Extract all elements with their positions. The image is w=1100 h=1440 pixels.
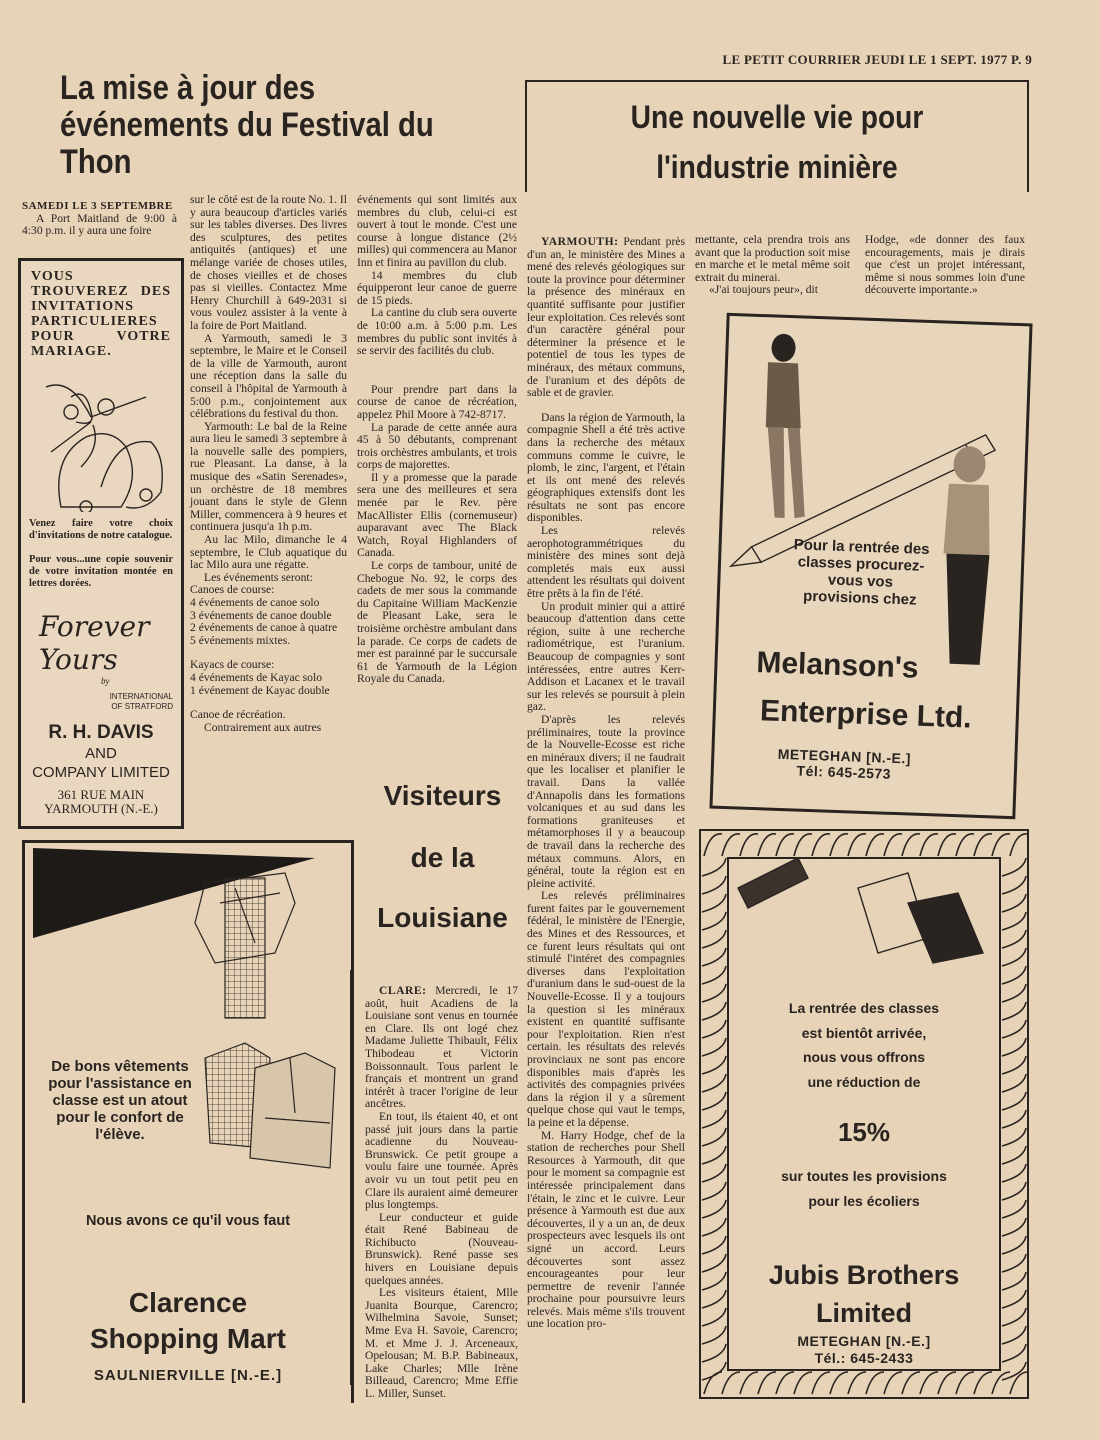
mining-para: Pendant près d'un an, le ministère des Mines a mené des relevés géologiques sur toute la province pour déterminer la présence des minéraux en quantité suffisante pour justifier leur exploitation. Ces relevés sont d'un caractère général pour déterminer la présence et le potentiel de tous les types de minéraux, des métaux communs, de l'uranium et des dépôts de sable et de gravier.: [527, 235, 685, 400]
festival-dateline: SAMEDI LE 3 SEPTEMBRE: [22, 200, 173, 212]
mining-para: D'après les relevés préliminaires, toute la province de la Nouvelle-Ecosse est riche en minéraux divers; il ne faudrait que les localiser et planifier le travail. Dans la vallée d'Annapolis dans les formations volcaniques et au sud dans les formations graniteuses et métamorphoses il y a beaucoup de travail dans la recherche des métaux communs. Alors, en général, toute la région est en pleine activité.: [527, 712, 685, 890]
clarence-location: SAULNIERVILLE [N.-E.]: [93, 1367, 283, 1384]
kayak-item: 1 événement de Kayac double: [190, 683, 330, 697]
louisiane-para: Leur conducteur et guide était René Babineau de Richibucto (Nouveau-Brunswick). René passe ses hivers en Louisiane depuis quelques années.: [365, 1210, 518, 1287]
rope-twist: [1010, 834, 1028, 856]
rope-twist: [776, 1372, 794, 1394]
davis-ad: [18, 258, 184, 829]
rope-twist: [1002, 948, 1026, 966]
rope-twist: [1002, 1272, 1026, 1290]
rope-twist: [758, 1372, 776, 1394]
rope-twist: [1002, 1056, 1026, 1074]
rope-twist: [702, 966, 726, 984]
rope-twist: [702, 1038, 726, 1056]
rope-twist: [1002, 1218, 1026, 1236]
international-label: INTERNATIONAL: [109, 692, 173, 701]
davis-headline: VOUS TROUVEREZ DES INVITATIONS PARTICULIERES POUR VOTRE MARIAGE.: [31, 269, 171, 359]
rope-twist: [1002, 912, 1026, 930]
rope-twist: [702, 930, 726, 948]
louisiane-para: Les visiteurs étaient, Mlle Juanita Bourque, Carencro; Wilhelmina Savoie, Sunset; Mme Eva H. Savoie, Carencro; M. et Mme J. J. Arceneaux, Opelousan; M. B.P. Babineaux, Lake Charles; Mlle Irène Billeaud, Carencro; Mme Effie L. Miller, Sunset.: [365, 1286, 518, 1400]
rope-twist: [974, 1372, 992, 1394]
melanson-slogan: Pour la rentrée des classes procurez-vous vos provisions chez: [793, 536, 930, 609]
rope-twist: [812, 834, 830, 856]
mining-col2: [695, 234, 850, 297]
forever-yours-logo: Forever Yours: [39, 610, 150, 676]
rope-twist: [702, 1344, 726, 1362]
rope-twist: [956, 1372, 974, 1394]
rope-twist: [702, 948, 726, 966]
melanson-name1: Melanson's: [755, 646, 920, 685]
louisiane-dateline: CLARE:: [379, 984, 427, 997]
rope-twist: [1002, 1164, 1026, 1182]
rope-twist: [740, 834, 758, 856]
louisiane-headline: [360, 780, 525, 934]
rope-twist: [1002, 876, 1026, 894]
rope-twist: [848, 1372, 866, 1394]
jubis-phone: Tél.: 645-2433: [814, 1350, 914, 1366]
melanson-ad: [709, 313, 1032, 819]
clothing-illustration-icon: [25, 843, 351, 1043]
mining-para: Dans la région de Yarmouth, la compagnie Shell a été très active dans la recherche des métaux communs comme le cuivre, le plomb, le zinc, l'argent, et l'étain et ils ont mené des relevés géographiques extensifs dont les résultats ne sont pas encore disponibles.: [527, 410, 685, 525]
davis-text1: Venez faire votre choix d'invitations de notre catalogue.: [29, 518, 173, 541]
rope-twist: [1002, 894, 1026, 912]
masthead: LE PETIT COURRIER JEUDI LE 1 SEPT. 1977 P. 9: [722, 52, 1032, 67]
mining-para: Les relevés aerophotogrammétriques du ministère des mines sont dejà completés mais eux aussi attendent les résultats qui doivent être prêts à la fin de l'été.: [527, 524, 685, 601]
rope-twist: [920, 1372, 938, 1394]
jubis-name2: Limited: [815, 1298, 912, 1328]
rope-twist: [702, 1002, 726, 1020]
recreation-heading: Canoe de récréation.: [190, 708, 286, 722]
mining-col2-para: «J'ai toujours peur», dit: [709, 283, 818, 297]
rope-twist: [702, 1290, 726, 1308]
rope-twist: [1002, 1182, 1026, 1200]
kayak-item: 4 événements de Kayac solo: [190, 670, 322, 684]
festival-col2-para: sur le côté est de la route No. 1. Il y aura beaucoup d'articles variés sur les tables diverses. Des livres des sculptures, des petites antiquités (antiques) et une mélange variée de choses utiles, de choses vieilles et de choses pas si vieilles. Contactez Mme Henry Churchill à 649-2031 si vous voulez assister à la vente à la foire de Port Maitland.: [190, 193, 347, 332]
rope-twist: [830, 834, 848, 856]
rope-twist: [702, 1146, 726, 1164]
rope-twist: [884, 1372, 902, 1394]
rope-twist: [702, 1128, 726, 1146]
clarence-tagline: Nous avons ce qu'il vous faut: [85, 1213, 291, 1229]
rope-twist: [812, 1372, 830, 1394]
rope-twist: [1002, 984, 1026, 1002]
rope-twist: [992, 1372, 1010, 1394]
rope-twist: [722, 1372, 740, 1394]
festival-intro: A Port Maitland de 9:00 à 4:30 p.m. il y aura une foire: [22, 211, 177, 238]
rope-twist: [740, 1372, 758, 1394]
festival-col2-para: Au lac Milo, dimanche le 4 septembre, le Club aquatique du lac Milo aura une régatte.: [190, 533, 347, 572]
davis-company2: COMPANY LIMITED: [32, 764, 170, 781]
rope-twist: [702, 912, 726, 930]
rope-twist: [702, 1110, 726, 1128]
mining-headline-box: [525, 80, 1029, 192]
melanson-phone: Tél: 645-2573: [796, 762, 892, 782]
canoe-item: 2 événements de canoe à quatre: [190, 621, 338, 635]
davis-and: AND: [85, 745, 117, 762]
festival-col3-para: Pour prendre part dans la course de canoe de récréation, appelez Phil Moore à 742-8717.: [357, 382, 517, 421]
clarence-name2: Shopping Mart: [90, 1323, 286, 1354]
rope-twist: [1010, 1372, 1028, 1394]
melanson-name2: Enterprise Ltd.: [759, 694, 973, 735]
rope-twist: [1002, 1002, 1026, 1020]
rope-twist: [1002, 1362, 1026, 1380]
stratford-label: OF STRATFORD: [111, 702, 173, 711]
column-rule: [350, 970, 353, 1385]
festival-col3-para: événements qui sont limités aux membres du club, celui-ci est ouvert à tout le monde. C'est une course à longue distance (2½ milles) qui commencera au Manor Inn et finira au pavillon du club.: [357, 193, 517, 269]
forever-yours-by: by: [101, 676, 110, 686]
davis-text2: Pour vous...une copie souvenir de votre invitation montée en lettres dorées.: [29, 554, 173, 589]
louisiane-para: Mercredi, le 17 août, huit Acadiens de la Louisiane sont venus en tournée en Clare. Ils ont logé chez Madame Juliette Thibault, Félix Thibodeau et Victorin Boissonnault. Tous parlent le français et montrent un grand intérêt à tracer l'origine de leur ancêtres.: [365, 984, 518, 1111]
jubis-name1: Jubis Brothers: [768, 1260, 960, 1290]
rope-twist: [702, 858, 726, 876]
festival-col3-para: 14 membres du club équipperont leur canoe de guerre de 15 pieds.: [357, 268, 517, 307]
rope-twist: [1002, 1308, 1026, 1326]
rope-twist: [702, 1254, 726, 1272]
rope-twist: [956, 834, 974, 856]
rope-twist: [702, 1236, 726, 1254]
kayak-heading: Kayacs de course:: [190, 658, 275, 672]
mining-headline-line1: Une nouvelle vie pour: [630, 99, 924, 135]
rope-twist: [702, 1200, 726, 1218]
louisiane-headline-line3: Louisiane: [377, 902, 508, 933]
canoe-heading: Canoes de course:: [190, 583, 275, 597]
rope-twist: [758, 834, 776, 856]
jubis-line5: sur toutes les provisions: [781, 1168, 947, 1184]
canoe-item: 4 événements de canoe solo: [190, 596, 320, 609]
festival-col3-para: Le corps de tambour, unité de Chebogue No. 92, le corps des cadets de mer sous la commande du Capitaine William MacKenzie de Pleasant Lake, sera le troisième orchèstre ambulant dans la parade. Ce corps de cadets de mer est parainné par le succursale 61 de Yarmouth de la Légion Royale du Canada.: [357, 559, 517, 686]
mining-para: Les relevés préliminaires furent faites par le gouvernement fédéral, le ministère de l'Energie, des Mines et des Ressources, et ce furent leurs résultats qui ont stimulé l'intéret des compagnies diverses dans l'exploitation d'uranium dans le sud-ouest de la Nouvelle-Ecosse. Il y a toujours la question si les minéraux existent en quantité suffisante pour l'exploitation. Rien n'est certain. les résultats des relevés provinciaux ne sont pas encore disponibles mais d'après les activités des compagnies privées dans la région il y a sûrement quelque chose qui vaut le temps, la peine et la dépense.: [527, 889, 685, 1129]
mining-dateline: YARMOUTH:: [541, 235, 619, 248]
festival-col3-para: La parade de cette année aura 45 à 50 débutants, comprenant trois orchèstres ambulants, et trois corps de majorettes.: [357, 420, 517, 472]
rope-twist: [702, 1362, 726, 1380]
jubis-ad: [698, 828, 1030, 1400]
rope-twist: [702, 1074, 726, 1092]
mining-col3-para: Hodge, «de donner des faux encouragements, mais je dirais que c'est un projet intéressant, même si nous sommes loin d'une découverte importante.»: [865, 233, 1025, 297]
jubis-line6: pour les écoliers: [808, 1192, 920, 1209]
festival-col1: [22, 200, 177, 238]
rope-twist: [1002, 1290, 1026, 1308]
rope-twist: [704, 834, 722, 856]
louisiane-headline-line2: de la: [410, 842, 475, 873]
rope-twist: [702, 1272, 726, 1290]
jubis-location: METEGHAN [N.-E.]: [797, 1333, 931, 1349]
davis-company: R. H. DAVIS: [48, 722, 154, 743]
rope-twist: [702, 1092, 726, 1110]
rope-twist: [902, 1372, 920, 1394]
jubis-line1: La rentrée des classes: [788, 1000, 940, 1016]
davis-address1: 361 RUE MAIN: [57, 787, 145, 802]
festival-col3-para: La cantine du club sera ouverte de 10:00 a.m. à 5:00 p.m. Les membres du public sont invités à se servir des facilités du club.: [357, 306, 517, 358]
festival-col3-para: Il y a promesse que la parade sera une des meilleures et sera menée par le Rev. père MacAllister Ellis (cornemuseur) auparavant avec The Black Watch, Royal Highlanders of Canada.: [357, 470, 517, 560]
mining-col3: [865, 234, 1025, 297]
mining-headline-line2: l'industrie minière: [656, 149, 898, 185]
clarence-slogan: De bons vêtements pour l'assistance en classe est un atout pour le confort de l'élève.: [48, 1058, 192, 1143]
rope-twist: [1002, 858, 1026, 876]
rope-twist: [702, 984, 726, 1002]
clarence-name1: Clarence: [128, 1287, 248, 1318]
rope-twist: [1002, 1236, 1026, 1254]
louisiane-headline-line1: Visiteurs: [383, 780, 502, 811]
rope-twist: [722, 834, 740, 856]
rope-twist: [1002, 1128, 1026, 1146]
jubis-line2: est bientôt arrivée,: [801, 1024, 927, 1041]
jacket-illustration-icon: [195, 1038, 345, 1178]
canoe-item: 3 événements de canoe double: [190, 608, 332, 622]
mining-para: M. Harry Hodge, chef de la station de recherches pour Shell Resources à Yarmouth, dit que pour le moment sa compagnie est intéressée principalement dans l'étain, le zinc et le cuivre. Leur présence à Yarmouth est due aux découvertes, il y a un an, de deux prospecteurs avec lesquels ils ont signé un accord. Leurs découvertes sont assez encourageantes pour leur permettre de revenir l'année prochaine pour poursuivre leurs relevés. Mais même s'ils trouvent une location pro-: [527, 1128, 685, 1331]
louisiane-para: En tout, ils étaient 40, et ont passé juit jours dans la partie acadienne du Nouveau-Brunswick. Ce petit groupe a voulu faire une tournée. Après avoir vu un tout petit peu en Clare ils auraient aimé demeurer plus longtemps.: [365, 1109, 518, 1212]
festival-col3: [357, 194, 517, 686]
rope-twist: [1002, 1092, 1026, 1110]
rope-twist: [702, 876, 726, 894]
rope-twist: [938, 1372, 956, 1394]
festival-col2-para: A Yarmouth, samedi le 3 septembre, le Maire et le Conseil de la ville de Yarmouth, auront une réception dans la salle du conseil à l'hôpital de Yarmouth à 5:00 p.m., conjointement aux célébrations du festival du thon.: [190, 331, 347, 421]
rope-twist: [992, 834, 1010, 856]
jubis-line3: nous vous offrons: [802, 1049, 926, 1065]
rope-twist: [1002, 1326, 1026, 1344]
mining-col2-para: mettante, cela prendra trois ans avant que la production soit mise en marche et le metal même soit extrait du minerai.: [695, 233, 850, 284]
rope-twist: [1002, 1020, 1026, 1038]
rope-twist: [794, 834, 812, 856]
davis-address2: YARMOUTH (N.-E.): [44, 801, 158, 816]
rope-twist: [1002, 1344, 1026, 1362]
davis-text: [29, 518, 173, 590]
canoe-item: 5 événements mixtes.: [190, 633, 291, 647]
rope-twist: [702, 1164, 726, 1182]
rope-twist: [794, 1372, 812, 1394]
rope-twist: [902, 834, 920, 856]
festival-col2: [190, 194, 347, 734]
rope-twist: [866, 834, 884, 856]
mining-col1: [527, 236, 685, 1331]
festival-headline: La mise à jour des événements du Festival du Thon: [60, 69, 434, 181]
rope-twist: [1002, 1254, 1026, 1272]
festival-col2-para: Yarmouth: Le bal de la Reine aura lieu le samedi 3 septembre à la nouvelle salle des pompiers, rue Pleasant. La danse, à la musique des «Satin Serenades», un orchèstre de 18 membres jouant dans le style de Glenn Miller, commencera à 9 heures et continuera jusqu'a 1h p.m.: [190, 419, 347, 534]
clarence-ad: [22, 840, 354, 1403]
rope-twist: [702, 894, 726, 912]
rope-twist: [1002, 1146, 1026, 1164]
jubis-discount: 15%: [837, 1117, 891, 1147]
melanson-location: METEGHAN [N.-E.]: [777, 745, 912, 767]
rope-twist: [1002, 1200, 1026, 1218]
rope-twist: [702, 1218, 726, 1236]
jubis-line4: une réduction de: [807, 1073, 921, 1090]
rope-twist: [702, 1326, 726, 1344]
rope-twist: [702, 1182, 726, 1200]
rope-twist: [702, 1020, 726, 1038]
rope-twist: [1002, 1074, 1026, 1092]
rope-twist: [1002, 930, 1026, 948]
rope-twist: [702, 1056, 726, 1074]
recreation-start: Contrairement aux autres: [204, 720, 322, 734]
wedding-bell-icon: [31, 367, 171, 512]
rope-twist: [938, 834, 956, 856]
rope-twist: [866, 1372, 884, 1394]
rope-twist: [1002, 1038, 1026, 1056]
rope-twist: [974, 834, 992, 856]
rope-twist: [776, 834, 794, 856]
rope-twist: [848, 834, 866, 856]
rope-twist: [830, 1372, 848, 1394]
rope-twist: [920, 834, 938, 856]
louisiane-article: [365, 985, 518, 1401]
rope-twist: [702, 1308, 726, 1326]
mining-para: Un produit minier qui a attiré beaucoup d'attention dans cette région, suite à une recherche radiométrique, est l'uranium. Beaucoup de compagnies y sont intéressées, entre autres Kerr-Addison et Lacanex et le travail sur les relevés se poursuit à plein gaz.: [527, 599, 685, 714]
rope-twist: [884, 834, 902, 856]
rope-twist: [1002, 966, 1026, 984]
rope-twist: [1002, 1110, 1026, 1128]
festival-col2-para: Les événements seront:: [204, 570, 313, 584]
